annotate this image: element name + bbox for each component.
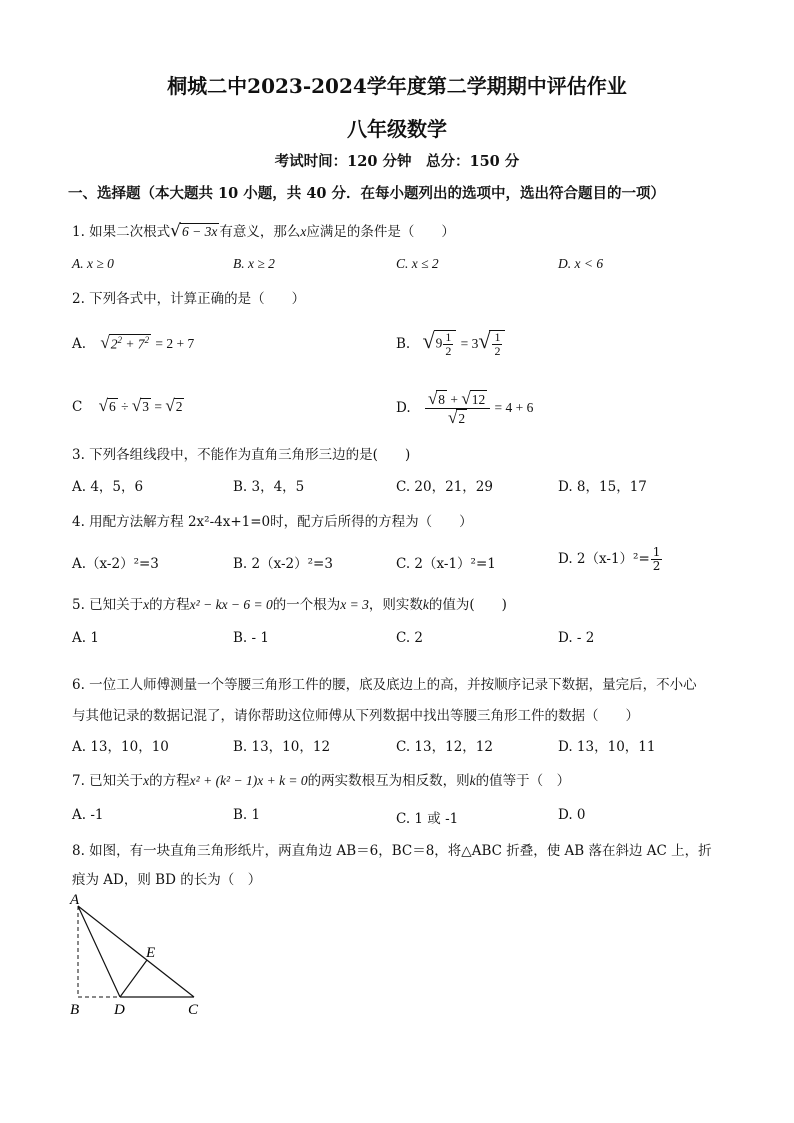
q1-text-after2: 应满足的条件是（ ） xyxy=(306,224,455,240)
segment-de xyxy=(120,960,147,997)
q2-d-label: D. xyxy=(396,400,411,416)
q2-a-rhs: = 2 + 7 xyxy=(155,336,195,351)
q4-d-text: D. 2（x-1）²= xyxy=(558,551,650,567)
radical-sign: √ xyxy=(170,221,182,241)
q2-b-rhs-coef: = 3 xyxy=(460,336,479,351)
question-4-stem: 4. 用配方法解方程 2x²-4x+1=0时，配方后所得的方程为（ ） xyxy=(72,514,473,530)
q6-option-d[interactable]: D. 13，10，11 xyxy=(558,739,656,755)
q7-option-b[interactable]: B. 1 xyxy=(233,807,261,823)
triangle-figure xyxy=(64,890,214,1020)
q5-option-d[interactable]: D. - 2 xyxy=(558,630,595,646)
q7-equation: x² + (k² − 1)x + k = 0 xyxy=(189,773,308,788)
q2-option-b[interactable] xyxy=(396,328,505,358)
q6-option-c[interactable]: C. 13，12，12 xyxy=(396,739,493,755)
q3-option-b[interactable]: B. 3，4，5 xyxy=(233,479,305,495)
q3-option-d[interactable]: D. 8，15，17 xyxy=(558,479,647,495)
q1-text-after: 有意义，那么 xyxy=(219,224,301,240)
question-6-line-1: 6. 一位工人师傅测量一个等腰三角形工件的腰，底及底边上的高，并按顺序记录下数据，量完后，不小心 xyxy=(72,677,697,693)
q4-option-c[interactable]: C. 2（x-1）²=1 xyxy=(396,556,496,572)
exam-info: 考试时间：120 分钟 总分：150 分 xyxy=(274,153,520,170)
q1-option-c[interactable]: C. x ≤ 2 xyxy=(396,256,439,271)
q1-option-b[interactable]: B. x ≥ 2 xyxy=(233,256,275,271)
q1-var: x xyxy=(300,224,307,239)
label-a: A xyxy=(70,892,80,908)
q2-a-label: A. xyxy=(72,336,87,352)
label-d: D xyxy=(114,1002,125,1018)
side-ac xyxy=(78,906,194,997)
question-5-stem: 5. 已知关于x的方程x² − kx − 6 = 0的一个根为x = 3，则实数k的值为( ) xyxy=(72,597,507,613)
question-1-stem xyxy=(72,220,455,241)
q1-option-a[interactable]: A. x ≥ 0 xyxy=(72,256,114,271)
page-title: 桐城二中2023-2024学年度第二学期期中评估作业 xyxy=(167,74,627,98)
q6-option-b[interactable]: B. 13，10，12 xyxy=(233,739,331,755)
question-8-line-1: 8. 如图，有一块直角三角形纸片，两直角边 AB＝6，BC＝8，将△ABC 折叠，使 AB 落在斜边 AC 上，折 xyxy=(72,843,712,859)
q2-b-expr: √9 $\frac{1}{2}$ xyxy=(423,336,457,351)
q2-option-d[interactable] xyxy=(396,390,533,427)
q2-d-fraction: $\frac{√8 + √12}{√2}$ xyxy=(425,390,490,427)
q1-text-before: 1. 如果二次根式 xyxy=(72,224,171,240)
q5-option-c[interactable]: C. 2 xyxy=(396,630,424,646)
question-7-stem: 7. 已知关于x的方程x² + (k² − 1)x + k = 0的两实数根互为相反数，则k的值等于（ ） xyxy=(72,773,571,789)
label-c: C xyxy=(188,1002,199,1018)
q5-equation: x² − kx − 6 = 0 xyxy=(189,597,273,612)
q2-option-a[interactable] xyxy=(72,333,194,353)
q2-d-rhs: = 4 + 6 xyxy=(494,400,534,415)
q3-option-c[interactable]: C. 20，21，29 xyxy=(396,479,493,495)
q1-radicand: 6 − 3x xyxy=(182,224,218,239)
q4-d-fraction: $\frac{1}{2}$ xyxy=(652,545,661,573)
q5-option-a[interactable]: A. 1 xyxy=(72,630,99,646)
section-heading: 一、选择题（本大题共 10 小题，共 40 分．在每小题列出的选项中，选出符合题目的一项） xyxy=(68,185,666,202)
q2-c-expr: √6 ÷ √3 = √2 xyxy=(98,396,183,415)
q2-b-label: B. xyxy=(396,336,411,352)
q5-root: x = 3 xyxy=(340,597,369,612)
fold-ad xyxy=(78,906,120,997)
label-e: E xyxy=(146,945,156,961)
q2-b-rhs-root: √ $\frac{1}{2}$ xyxy=(478,336,505,351)
q7-option-c[interactable]: C. 1 或 -1 xyxy=(396,811,459,827)
q5-option-b[interactable]: B. - 1 xyxy=(233,630,269,646)
q1-option-d[interactable]: D. x < 6 xyxy=(558,256,604,271)
q7-option-a[interactable]: A. -1 xyxy=(72,807,104,823)
q7-option-d[interactable]: D. 0 xyxy=(558,807,586,823)
question-6-line-2: 与其他记录的数据记混了，请你帮助这位师傅从下列数据中找出等腰三角形工件的数据（ ） xyxy=(72,708,639,724)
question-8-line-2: 痕为 AD，则 BD 的长为（ ） xyxy=(72,872,262,888)
q4-option-b[interactable]: B. 2（x-2）²=3 xyxy=(233,556,333,572)
q2-a-expr: $√2^2 + 7^2$ xyxy=(100,333,150,352)
q2-option-c[interactable] xyxy=(72,396,184,416)
q6-option-a[interactable]: A. 13，10，10 xyxy=(72,739,169,755)
q2-c-label: C xyxy=(72,399,83,415)
subject-title: 八年级数学 xyxy=(347,117,447,141)
label-b: B xyxy=(70,1002,80,1018)
question-3-stem: 3. 下列各组线段中，不能作为直角三角形三边的是( ) xyxy=(72,447,411,463)
q3-option-a[interactable]: A. 4，5，6 xyxy=(72,479,144,495)
q4-option-d[interactable] xyxy=(558,546,663,573)
q4-option-a[interactable]: A.（x-2）²=3 xyxy=(72,556,159,572)
question-2-stem: 2. 下列各式中，计算正确的是（ ） xyxy=(72,291,306,307)
